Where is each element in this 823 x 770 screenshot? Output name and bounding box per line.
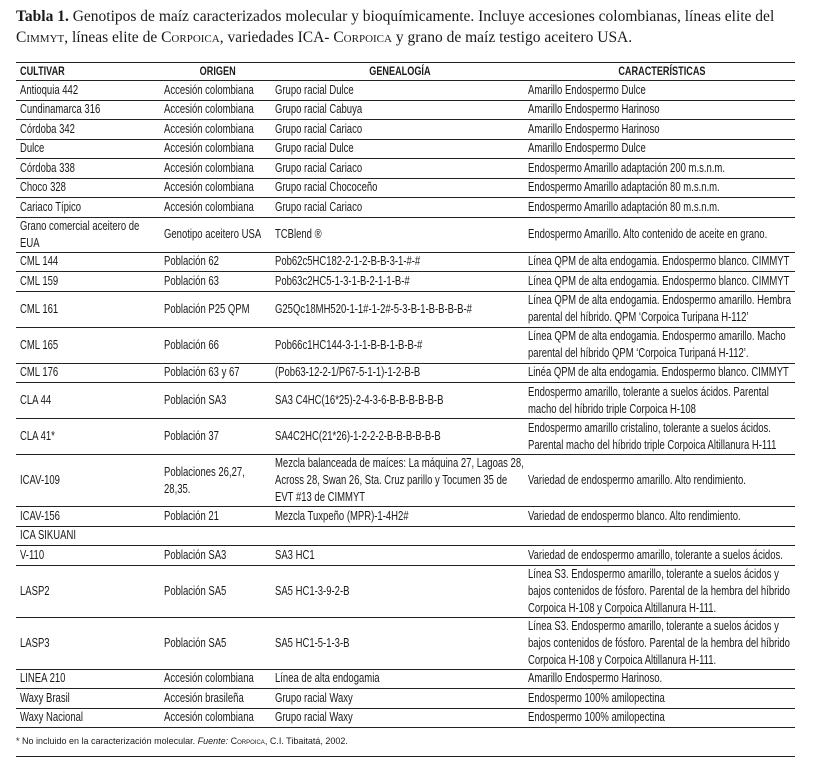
cell-cultivar: Córdoba 342 bbox=[16, 120, 160, 140]
header-genealogia: GENEALOGÍA bbox=[271, 63, 524, 81]
cell-origen: Accesión colombiana bbox=[160, 81, 271, 101]
cell-genealogia: Grupo racial Cariaco bbox=[271, 198, 524, 218]
cell-genealogia: Pob62c5HC182-2-1-2-B-B-3-1-#-# bbox=[271, 252, 524, 272]
table-row bbox=[16, 120, 795, 140]
cell-caracteristicas: Amarillo Endospermo Harinoso bbox=[524, 120, 795, 140]
table-row bbox=[16, 419, 795, 455]
table-row bbox=[16, 159, 795, 179]
cell-genealogia: SA3 C4HC(16*25)-2-4-3-6-B-B-B-B-B-B bbox=[271, 383, 524, 419]
caption-text: y grano de maíz testigo aceitero USA. bbox=[391, 29, 633, 46]
table-row bbox=[16, 81, 795, 101]
cell-origen: Accesión colombiana bbox=[160, 100, 271, 120]
cell-cultivar: Cariaco Típico bbox=[16, 198, 160, 218]
cell-caracteristicas: Línea S3. Endospermo amarillo, tolerante a suelos ácidos y bajos contenidos de fósforo. Parental de la hembra del híbrido Corpoica H-108 y Corpoica Altillanura H-111. bbox=[524, 565, 795, 617]
cell-caracteristicas: Linéa QPM de alta endogamia. Endospermo blanco. CIMMYT bbox=[524, 363, 795, 383]
table-row bbox=[16, 252, 795, 272]
cell-origen: Accesión colombiana bbox=[160, 159, 271, 179]
table-row bbox=[16, 363, 795, 383]
cell-cultivar: Grano comercial aceitero de EUA bbox=[16, 217, 160, 252]
cell-genealogia: Mezcla Tuxpeño (MPR)-1-4H2# bbox=[271, 507, 524, 527]
cell-origen: Accesión colombiana bbox=[160, 139, 271, 159]
cell-caracteristicas: Variedad de endospermo amarillo. Alto rendimiento. bbox=[524, 455, 795, 507]
table-row bbox=[16, 507, 795, 527]
footnote-source-label: Fuente: bbox=[197, 736, 229, 746]
cell-cultivar: Cundinamarca 316 bbox=[16, 100, 160, 120]
cell-genealogia: SA3 HC1 bbox=[271, 546, 524, 566]
cell-caracteristicas: Endospermo amarillo, tolerante a suelos ácidos. Parental macho del híbrido triple Corpoica H-108 bbox=[524, 383, 795, 419]
cell-cultivar: CML 165 bbox=[16, 327, 160, 363]
table-row bbox=[16, 669, 795, 689]
table-row bbox=[16, 139, 795, 159]
cell-cultivar: ICAV-156 bbox=[16, 507, 160, 527]
cell-origen: Población SA5 bbox=[160, 565, 271, 617]
cell-cultivar: Córdoba 338 bbox=[16, 159, 160, 179]
cell-genealogia: (Pob63-12-2-1/P67-5-1-1)-1-2-B-B bbox=[271, 363, 524, 383]
table-body bbox=[16, 81, 795, 728]
caption-text: Genotipos de maíz caracterizados molecular y bioquímicamente. Incluye accesiones colombianas, líneas elite del bbox=[68, 8, 775, 25]
cell-caracteristicas: Amarillo Endospermo Dulce bbox=[524, 81, 795, 101]
cell-origen: Genotipo aceitero USA bbox=[160, 217, 271, 252]
cell-cultivar: LINEA 210 bbox=[16, 669, 160, 689]
cell-cultivar: Dulce bbox=[16, 139, 160, 159]
cell-caracteristicas: Línea QPM de alta endogamia. Endospermo blanco. CIMMYT bbox=[524, 252, 795, 272]
cell-caracteristicas: Amarillo Endospermo Harinoso bbox=[524, 100, 795, 120]
cell-cultivar: CML 159 bbox=[16, 272, 160, 292]
table-row bbox=[16, 565, 795, 617]
cell-genealogia: Pob66c1HC144-3-1-1-B-B-1-B-B-# bbox=[271, 327, 524, 363]
cell-caracteristicas: Variedad de endospermo amarillo, tolerante a suelos ácidos. bbox=[524, 546, 795, 566]
cell-origen: Población 63 bbox=[160, 272, 271, 292]
cell-caracteristicas: Endospermo Amarillo. Alto contenido de aceite en grano. bbox=[524, 217, 795, 252]
cell-cultivar: CML 161 bbox=[16, 291, 160, 327]
cell-genealogia: Línea de alta endogamia bbox=[271, 669, 524, 689]
cell-caracteristicas: Línea QPM de alta endogamia. Endospermo blanco. CIMMYT bbox=[524, 272, 795, 292]
footnote bbox=[16, 736, 348, 746]
cell-cultivar: LASP3 bbox=[16, 617, 160, 669]
cell-genealogia: Grupo racial Cariaco bbox=[271, 159, 524, 179]
footnote-org: Corpoica bbox=[230, 736, 265, 746]
cell-genealogia bbox=[271, 526, 524, 546]
cell-origen: Población 37 bbox=[160, 419, 271, 455]
footnote-rule bbox=[16, 756, 795, 757]
cell-origen: Accesión brasileña bbox=[160, 689, 271, 709]
header-row bbox=[16, 63, 795, 81]
caption-org-corpoica: Corpoica bbox=[333, 29, 392, 46]
cell-origen: Población 66 bbox=[160, 327, 271, 363]
cell-genealogia: Grupo racial Dulce bbox=[271, 139, 524, 159]
cell-caracteristicas: Amarillo Endospermo Dulce bbox=[524, 139, 795, 159]
cell-genealogia: TCBlend ® bbox=[271, 217, 524, 252]
cell-genealogia: G25Qc18MH520-1-1#-1-2#-5-3-B-1-B-B-B-B-# bbox=[271, 291, 524, 327]
cell-genealogia: Grupo racial Chococeño bbox=[271, 178, 524, 198]
cell-cultivar: Waxy Brasil bbox=[16, 689, 160, 709]
cell-genealogia: Grupo racial Waxy bbox=[271, 689, 524, 709]
table-row bbox=[16, 217, 795, 252]
cell-cultivar: CLA 44 bbox=[16, 383, 160, 419]
table-row bbox=[16, 617, 795, 669]
cell-caracteristicas: Endospermo Amarillo adaptación 80 m.s.n.m. bbox=[524, 198, 795, 218]
table-row bbox=[16, 272, 795, 292]
cell-origen: Población SA5 bbox=[160, 617, 271, 669]
cell-caracteristicas: Amarillo Endospermo Harinoso. bbox=[524, 669, 795, 689]
cell-origen: Población SA3 bbox=[160, 546, 271, 566]
cell-caracteristicas: Variedad de endospermo blanco. Alto rendimiento. bbox=[524, 507, 795, 527]
cell-genealogia: Grupo racial Dulce bbox=[271, 81, 524, 101]
cell-origen: Accesión colombiana bbox=[160, 708, 271, 728]
cell-cultivar: Waxy Nacional bbox=[16, 708, 160, 728]
genotypes-table bbox=[16, 62, 795, 728]
cell-origen: Accesión colombiana bbox=[160, 120, 271, 140]
cell-origen: Población P25 QPM bbox=[160, 291, 271, 327]
table-row bbox=[16, 178, 795, 198]
cell-caracteristicas: Endospermo Amarillo adaptación 200 m.s.n.m. bbox=[524, 159, 795, 179]
table-caption bbox=[16, 6, 816, 48]
caption-org-corpoica: Corpoica bbox=[161, 29, 220, 46]
cell-origen: Población 21 bbox=[160, 507, 271, 527]
header-origen: ORIGEN bbox=[160, 63, 271, 81]
cell-genealogia: Grupo racial Cariaco bbox=[271, 120, 524, 140]
table-row bbox=[16, 291, 795, 327]
cell-caracteristicas: Endospermo amarillo cristalino, tolerante a suelos ácidos. Parental macho del híbrido triple Corpoica Altillanura H-111 bbox=[524, 419, 795, 455]
caption-label: Tabla 1. bbox=[16, 8, 69, 25]
cell-origen: Población 62 bbox=[160, 252, 271, 272]
cell-genealogia: SA5 HC1-5-1-3-B bbox=[271, 617, 524, 669]
cell-caracteristicas: Endospermo Amarillo adaptación 80 m.s.n.m. bbox=[524, 178, 795, 198]
cell-genealogia: SA5 HC1-3-9-2-B bbox=[271, 565, 524, 617]
footnote-text: , C.I. Tibaitatá, 2002. bbox=[264, 736, 348, 746]
cell-origen: Accesión colombiana bbox=[160, 178, 271, 198]
footnote-text: * No incluido en la caracterización molecular. bbox=[16, 736, 198, 746]
cell-cultivar: LASP2 bbox=[16, 565, 160, 617]
caption-text: , variedades ICA- bbox=[219, 29, 334, 46]
cell-caracteristicas: Endospermo 100% amilopectina bbox=[524, 689, 795, 709]
cell-origen: Población 63 y 67 bbox=[160, 363, 271, 383]
cell-cultivar: Choco 328 bbox=[16, 178, 160, 198]
cell-cultivar: CML 144 bbox=[16, 252, 160, 272]
cell-caracteristicas: Línea QPM de alta endogamia. Endospermo amarillo. Hembra parental del híbrido. QPM ‘Corpoica Turipana H-112’ bbox=[524, 291, 795, 327]
cell-caracteristicas: Línea S3. Endospermo amarillo, tolerante a suelos ácidos y bajos contenidos de fósforo. Parental de la hembra del híbrido Corpoica H-108 y Corpoica Altillanura H-111. bbox=[524, 617, 795, 669]
cell-genealogia: Grupo racial Cabuya bbox=[271, 100, 524, 120]
cell-cultivar: Antioquia 442 bbox=[16, 81, 160, 101]
cell-cultivar: ICA SIKUANI bbox=[16, 526, 160, 546]
header-caracteristicas: CARACTERÍSTICAS bbox=[524, 63, 795, 81]
cell-cultivar: ICAV-109 bbox=[16, 455, 160, 507]
cell-cultivar: CLA 41* bbox=[16, 419, 160, 455]
cell-origen: Accesión colombiana bbox=[160, 669, 271, 689]
header-cultivar: CULTIVAR bbox=[16, 63, 160, 81]
cell-origen bbox=[160, 526, 271, 546]
cell-genealogia: Pob63c2HC5-1-3-1-B-2-1-1-B-# bbox=[271, 272, 524, 292]
cell-genealogia: Mezcla balanceada de maíces: La máquina 27, Lagoas 28, Across 28, Swan 26, Sta. Cruz parillo y Tocumen 35 de EVT #13 de CIMMYT bbox=[271, 455, 524, 507]
cell-caracteristicas: Endospermo 100% amilopectina bbox=[524, 708, 795, 728]
cell-cultivar: CML 176 bbox=[16, 363, 160, 383]
table-row bbox=[16, 708, 795, 728]
table-row bbox=[16, 455, 795, 507]
cell-caracteristicas bbox=[524, 526, 795, 546]
cell-origen: Población SA3 bbox=[160, 383, 271, 419]
cell-cultivar: V-110 bbox=[16, 546, 160, 566]
table-row bbox=[16, 383, 795, 419]
caption-text: , líneas elite de bbox=[64, 29, 162, 46]
cell-caracteristicas: Línea QPM de alta endogamia. Endospermo amarillo. Macho parental del híbrido QPM ‘Corpoica Turipaná H-112’. bbox=[524, 327, 795, 363]
cell-origen: Accesión colombiana bbox=[160, 198, 271, 218]
cell-genealogia: SA4C2HC(21*26)-1-2-2-2-B-B-B-B-B-B bbox=[271, 419, 524, 455]
table-row bbox=[16, 198, 795, 218]
table-row bbox=[16, 546, 795, 566]
table-row bbox=[16, 327, 795, 363]
table-row bbox=[16, 100, 795, 120]
caption-org-cimmyt: Cimmyt bbox=[16, 29, 65, 46]
cell-origen: Poblaciones 26,27, 28,35. bbox=[160, 455, 271, 507]
table-row bbox=[16, 526, 795, 546]
table-row bbox=[16, 689, 795, 709]
cell-genealogia: Grupo racial Waxy bbox=[271, 708, 524, 728]
